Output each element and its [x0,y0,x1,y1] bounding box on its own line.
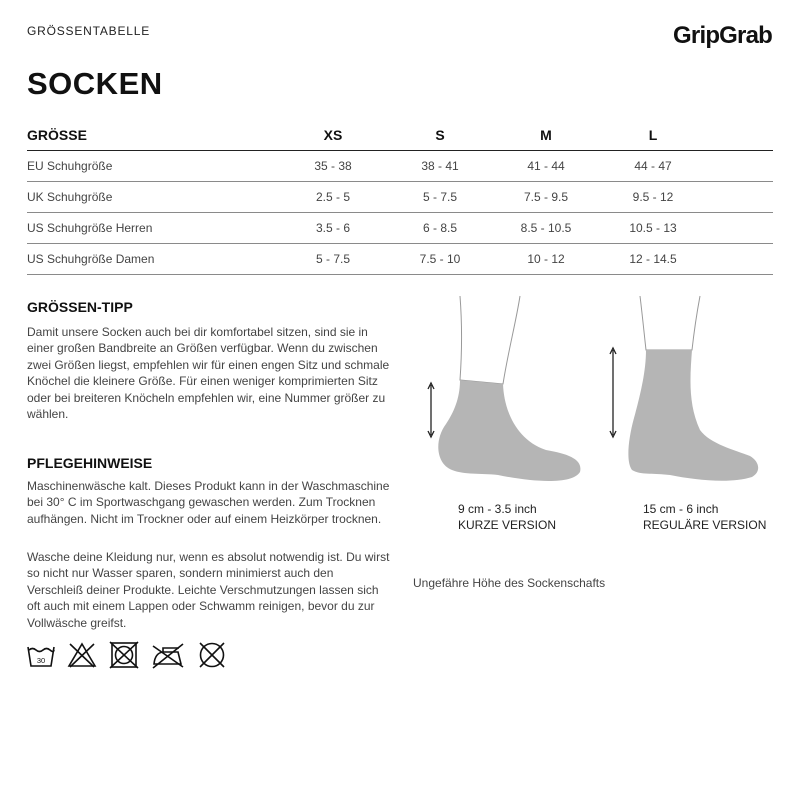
table-cell: 10 - 12 [527,252,565,266]
short-measure-label: 9 cm - 3.5 inch [458,502,537,516]
row-label: UK Schuhgröße [27,190,113,204]
table-cell: 38 - 41 [421,159,459,173]
care-heading: PFLEGEHINWEISE [27,455,153,471]
table-cell: 7.5 - 10 [419,252,461,266]
table-cell: 7.5 - 9.5 [523,190,569,204]
table-cell: 9.5 - 12 [632,190,674,204]
wash-temp-label: 30 [36,656,46,665]
table-cell: 8.5 - 10.5 [520,221,572,235]
no-bleach-icon [67,641,97,669]
size-table [27,122,773,275]
short-version-caption [458,501,556,533]
size-column-header: GRÖSSE [27,127,87,143]
table-cell: 35 - 38 [314,159,352,173]
row-label: US Schuhgröße Herren [27,221,153,235]
table-row [27,244,773,275]
no-dry-clean-icon [197,641,227,669]
care-advice-text: Wasche deine Kleidung nur, wenn es absolut notwendig ist. Du wirst so nicht nur Wasser sparen, sondern minimierst auch den Verschleiß deiner Produkte. Leichte Verschmutzungen lassen sich oft auch mit einem Lappen oder Schwamm reinigen, bevor du zur Vollwäsche greifst. [27,550,390,630]
size-header-l: L [648,127,658,143]
table-cell: 3.5 - 6 [315,221,351,235]
regular-sock-illustration [600,292,770,492]
size-table-header [27,122,773,151]
table-row [27,151,773,182]
table-cell: 5 - 7.5 [315,252,351,266]
table-cell: 41 - 44 [527,159,565,173]
size-tip-heading: GRÖSSEN-TIPP [27,299,133,315]
size-header-xs: XS [323,127,343,143]
page-kicker: GRÖSSENTABELLE [27,24,151,38]
page-title: SOCKEN [27,66,163,101]
table-cell: 10.5 - 13 [629,221,677,235]
care-text: Maschinenwäsche kalt. Dieses Produkt kann in der Waschmaschine bei 30° C im Sportwaschgang gewaschen werden. Zum Trocknen aufhängen. Nicht im Trockner oder auf einem Heizkörper trocknen. [27,479,390,526]
short-version-label: KURZE VERSION [458,518,557,532]
care-symbols [27,641,227,669]
wash-30-icon [27,641,55,669]
table-cell: 44 - 47 [634,159,672,173]
row-label: EU Schuhgröße [27,159,113,173]
regular-version-caption [643,501,766,533]
no-iron-icon [151,641,185,669]
size-header-s: S [435,127,445,143]
illustration-caption: Ungefähre Höhe des Sockenschafts [413,576,606,590]
table-row [27,182,773,213]
table-cell: 6 - 8.5 [422,221,458,235]
table-row [27,213,773,244]
no-tumble-dry-icon [109,641,139,669]
table-cell: 5 - 7.5 [422,190,458,204]
row-label: US Schuhgröße Damen [27,252,155,266]
table-cell: 12 - 14.5 [629,252,677,266]
regular-version-label: REGULÄRE VERSION [643,518,767,532]
short-sock-illustration [420,292,590,492]
size-tip-text: Damit unsere Socken auch bei dir komfortabel sitzen, sind sie in einer großen Bandbreite an Größen verfügbar. Wenn du zwischen zwei Größen liegst, empfehlen wir für einen engen Sitz und schmale Knöchel die kleinere Größe. Für einen weniger komprimierten Sitz oder bei breiteren Knöcheln empfehlen wir, eine Nummer größer zu wählen. [27,325,390,422]
table-cell: 2.5 - 5 [315,190,351,204]
brand-logo: GripGrab [673,22,772,49]
regular-measure-label: 15 cm - 6 inch [643,502,719,516]
size-header-m: M [540,127,552,143]
